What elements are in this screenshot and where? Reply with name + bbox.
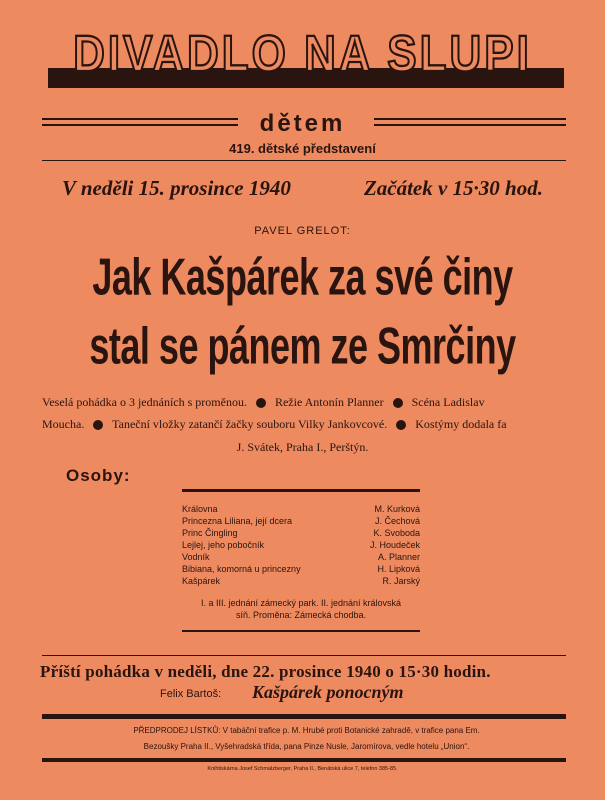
dance-text: Taneční vložky zatančí žačky souboru Vilky Jankovcové.	[112, 417, 388, 431]
info-line-3	[0, 440, 605, 454]
costumes-text: Kostýmy dodala fa	[415, 417, 507, 431]
play-title-line-1: Jak Kašpárek za své činy	[92, 246, 513, 306]
cast-list	[182, 503, 420, 621]
cast-label: Osoby:	[66, 466, 131, 485]
costumer-text: J. Svátek, Praha I., Perštýn.	[236, 440, 369, 454]
rule-presale-bottom	[42, 758, 566, 762]
printer-credit: Knihtiskárna Josef Schmalzberger, Praha II., Benátská ulice 7, telefon 385-85.	[207, 766, 398, 772]
cast-rule-bottom	[182, 630, 420, 632]
info-line-2	[42, 417, 572, 431]
bullet-icon	[256, 398, 266, 408]
setting-note-2: síň. Proměna: Zámecká chodba.	[235, 610, 367, 620]
cast-row: Kašpárek R. Jarský	[182, 576, 420, 586]
cast-rule-top	[182, 489, 420, 492]
audience-label: dětem	[259, 110, 346, 137]
next-performance: Příští pohádka v neděli, dne 22. prosince 1940 o 15·30 hodin.	[40, 662, 491, 681]
cast-row: Princezna Liliana, její dcera J. Čechová	[182, 516, 420, 526]
info-line-1	[42, 395, 572, 409]
genre-text: Veselá pohádka o 3 jednáních s proměnou.	[42, 395, 247, 409]
scene-text: Scéna Ladislav	[411, 395, 485, 409]
next-author: Felix Bartoš:	[160, 688, 222, 700]
bullet-icon	[396, 420, 406, 430]
cast-row: Královna M. Kurková	[182, 504, 420, 514]
next-title: Kašpárek ponocným	[252, 682, 404, 702]
theatre-title: DIVADLO NA SLUPI	[73, 26, 532, 83]
performance-number: 419. dětské představení	[229, 141, 376, 156]
bullet-icon	[393, 398, 403, 408]
play-author: PAVEL GRELOT:	[254, 225, 351, 237]
cast-row: Vodník A. Planner	[182, 552, 420, 562]
performance-date: V neděli 15. prosince 1940	[62, 176, 291, 200]
start-time: Začátek v 15·30 hod.	[363, 176, 543, 200]
rule-next-top	[42, 655, 566, 656]
cast-row: Bibiana, komorná u princezny H. Lipková	[182, 564, 420, 574]
rule-under-header	[42, 160, 566, 161]
direction-text: Režie Antonín Planner	[274, 395, 384, 409]
cast-row: Princ Čingling K. Svoboda	[182, 528, 420, 538]
setting-note-1: I. a III. jednání zámecký park. II. jednání královská	[200, 598, 402, 608]
presale-line-2: Bezoušky Praha II., Vyšehradská třída, pana Pinze Nusle, Jaromírova, vedle hotelu „Union“.	[143, 742, 470, 751]
cast-row: Lejlej, jeho pobočník J. Houdeček	[182, 540, 420, 550]
bullet-icon	[93, 420, 103, 430]
play-title-line-2: stal se pánem ze Smrčiny	[89, 315, 516, 375]
rule-presale-top	[42, 714, 566, 719]
scene-text-cont: Moucha.	[42, 417, 85, 431]
presale-line-1: PŘEDPRODEJ LÍSTKŮ: V tabáční trafice p. M. Hrubé proti Botanické zahradě, v trafice pana Em.	[133, 726, 480, 735]
